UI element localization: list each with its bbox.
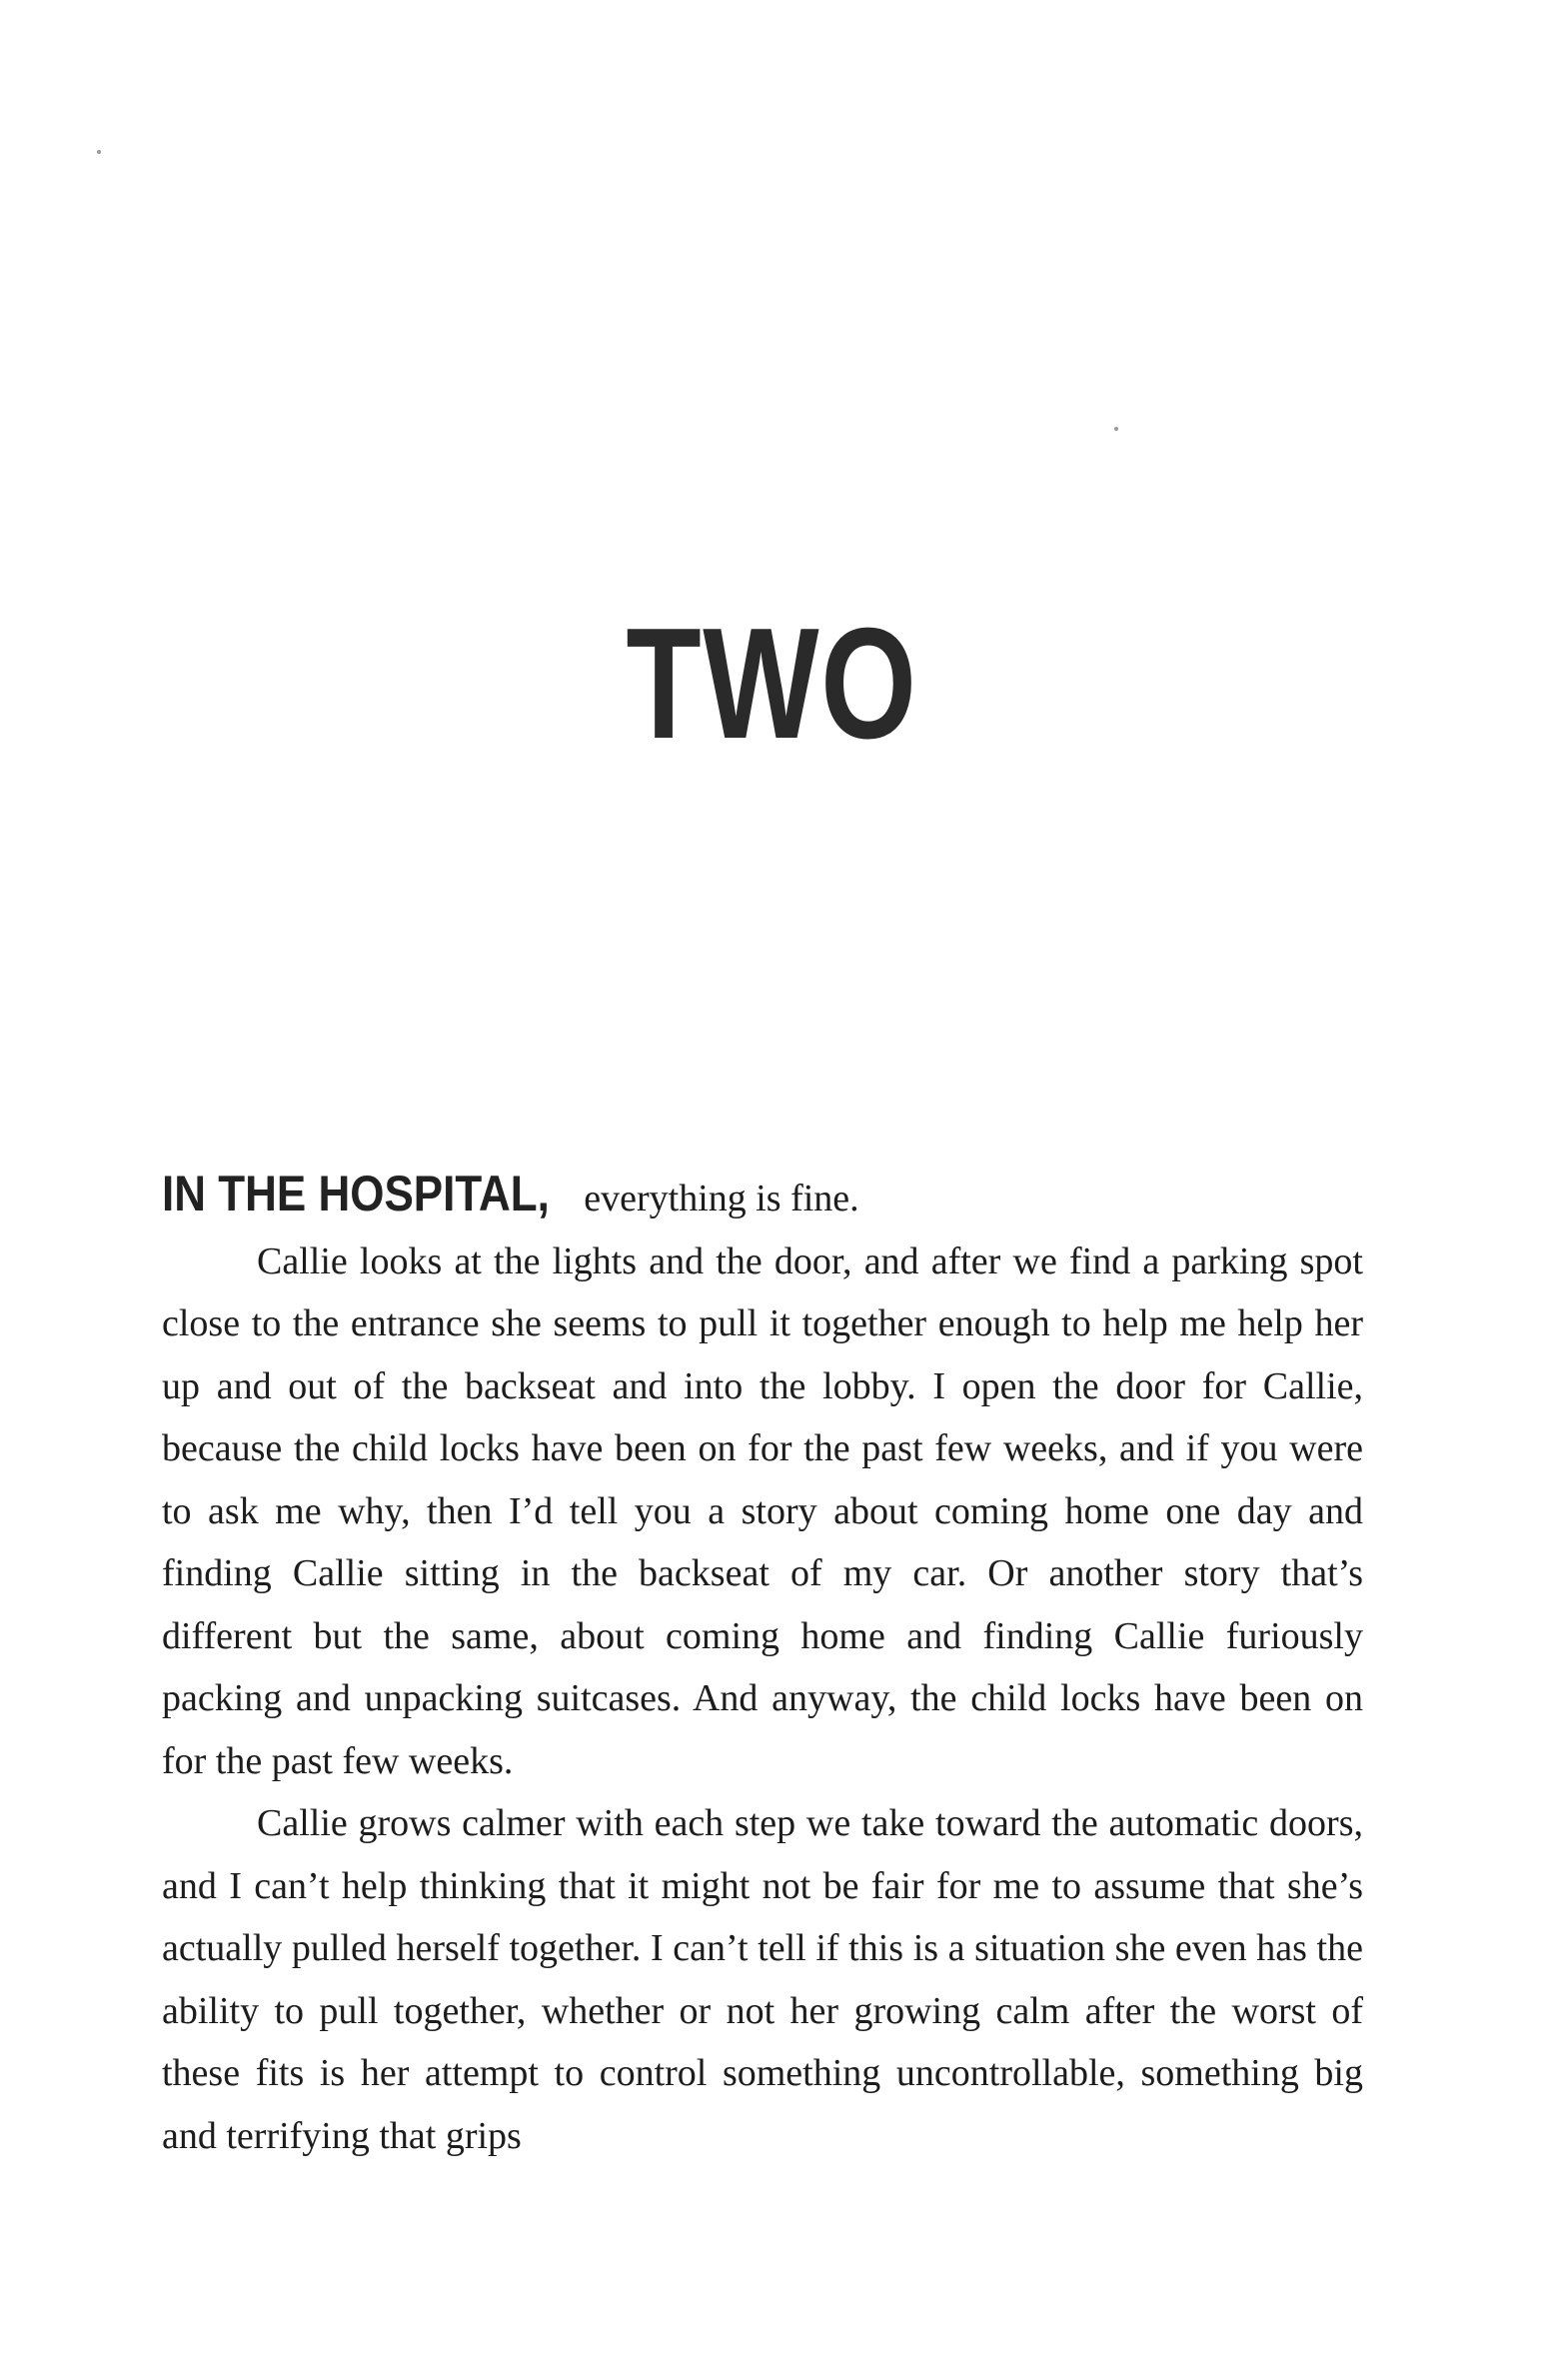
opening-paragraph [162, 1163, 1363, 1230]
chapter-title: TWO [626, 596, 918, 772]
scan-speck [1114, 427, 1118, 431]
paragraph: Callie grows calmer with each step we take toward the automatic doors, and I can’t help thinking that it might not be fair for me to assume that she’s actually pulled herself together. I can’t tell if this is a situation she even has the ability to pull together, whether or not her growing calm after the worst of these fits is her attempt to control something uncontrollable, something big and terrifying that grips [162, 1802, 1363, 2157]
paragraph: Callie looks at the lights and the door, and after we find a parking spot close to the entrance she seems to pull it together enough to help me help her up and out of the backseat and into the lobby. I open the door for Callie, because the child locks have been on for the past few weeks, and if you were to ask me why, then I’d tell you a story about coming home one day and finding Callie sitting in the backseat of my car. Or another story that’s different but the same, about coming home and finding Callie furiously packing and unpacking suitcases. And anyway, the child locks have been on for the past few weeks. [162, 1239, 1363, 1782]
chapter-body [162, 1163, 1363, 2167]
opening-lead-in: IN THE HOSPITAL, [162, 1166, 550, 1221]
scan-speck [97, 150, 101, 154]
opening-text: everything is fine. [574, 1178, 859, 1219]
